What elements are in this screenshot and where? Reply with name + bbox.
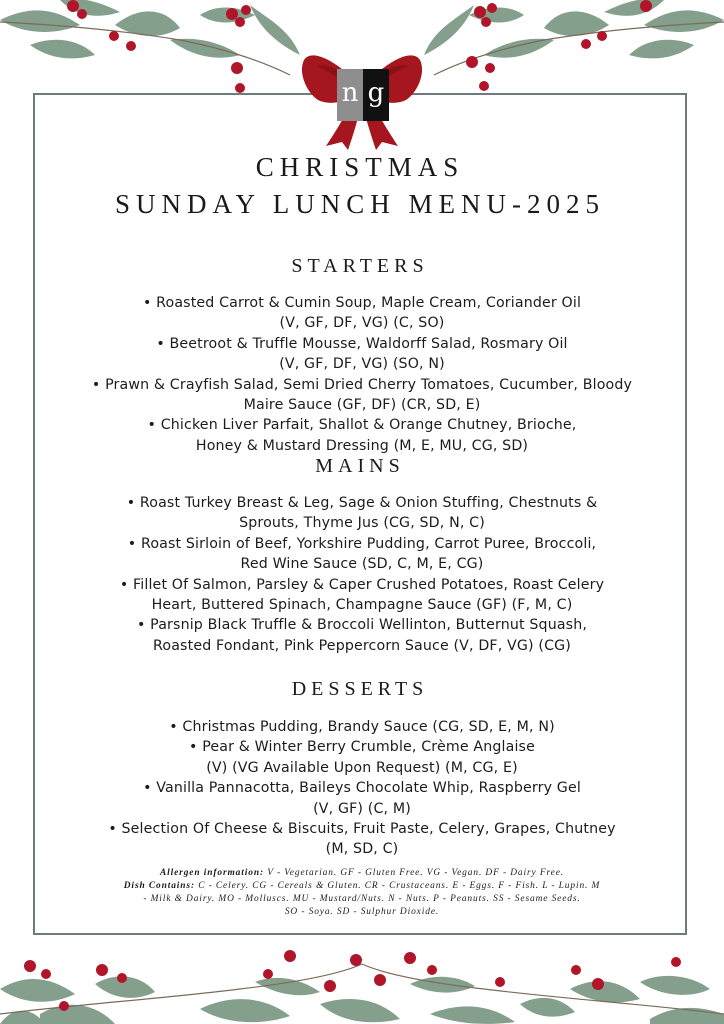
starters-list <box>50 293 674 456</box>
menu-line: (V, GF, DF, VG) (SO, N) <box>279 356 445 373</box>
allergen-information <box>60 867 664 919</box>
menu-line: Heart, Buttered Spinach, Champagne Sauce (GF) (F, M, C) <box>151 597 573 614</box>
menu-line: (V, GF, DF, VG) (C, SO) <box>279 315 445 332</box>
menu-line: • Pear & Winter Berry Crumble, Crème Anglaise <box>189 739 535 756</box>
menu-line: • Roasted Carrot & Cumin Soup, Maple Cream, Coriander Oil <box>142 295 582 311</box>
allergen-text: V - Vegetarian. GF - Gluten Free. VG - Vegan. DF - Dairy Free. <box>264 868 565 878</box>
dish-contains-line <box>60 880 664 893</box>
menu-line: • Prawn & Crayfish Salad, Semi Dried Cherry Tomatoes, Cucumber, Bloody <box>91 376 633 393</box>
desserts-heading: DESSERTS <box>291 678 429 700</box>
starters-heading: STARTERS <box>291 255 429 277</box>
menu-line: • Selection Of Cheese & Biscuits, Fruit Paste, Celery, Grapes, Chutney <box>108 821 616 838</box>
allergen-line-4: SO - Soya. SD - Sulphur Dioxide. <box>284 907 440 917</box>
dish-contains-text: C - Celery. CG - Cereals & Gluten. CR - Crustaceans. E - Eggs. F - Fish. L - Lupin. M <box>194 881 601 891</box>
menu-line: Honey & Mustard Dressing (M, E, MU, CG, SD) <box>195 437 529 454</box>
allergen-label: Allergen information: <box>159 868 265 878</box>
menu-line: Sprouts, Thyme Jus (CG, SD, N, C) <box>239 515 485 532</box>
dish-contains-label: Dish Contains: <box>123 881 195 891</box>
menu-line: • Roast Turkey Breast & Leg, Sage & Onion Stuffing, Chestnuts & <box>126 495 598 511</box>
logo-letter-n: n <box>337 69 363 121</box>
menu-line: • Christmas Pudding, Brandy Sauce (CG, SD, E, M, N) <box>169 719 555 735</box>
menu-line: Red Wine Sauce (SD, C, M, E, CG) <box>240 556 484 573</box>
menu-line: • Vanilla Pannacotta, Baileys Chocolate Whip, Raspberry Gel <box>143 780 581 797</box>
holly-decoration-bottom <box>0 944 724 1024</box>
menu-line: • Chicken Liver Parfait, Shallot & Orange Chutney, Brioche, <box>147 417 577 434</box>
menu-line: Roasted Fondant, Pink Peppercorn Sauce (V, DF, VG) (CG) <box>153 637 571 654</box>
menu-title-line1: CHRISTMAS <box>255 152 465 182</box>
allergen-line <box>60 867 664 880</box>
menu-line: • Fillet Of Salmon, Parsley & Caper Crushed Potatoes, Roast Celery <box>119 576 605 593</box>
menu-line: (V, GF) (C, M) <box>313 800 411 817</box>
menu-line: (V) (VG Available Upon Request) (M, CG, E) <box>206 759 518 776</box>
restaurant-logo <box>337 69 389 121</box>
menu-line: • Beetroot & Truffle Mousse, Waldorff Salad, Rosmary Oil <box>156 335 568 352</box>
logo-letter-g: g <box>363 69 389 121</box>
menu-line: Maire Sauce (GF, DF) (CR, SD, E) <box>243 397 481 414</box>
menu-title-line2: SUNDAY LUNCH MENU-2025 <box>114 189 605 219</box>
mains-list <box>50 493 674 656</box>
menu-line: • Parsnip Black Truffle & Broccoli Wellinton, Butternut Squash, <box>136 617 588 634</box>
desserts-list <box>50 717 674 860</box>
mains-heading: MAINS <box>315 455 405 477</box>
allergen-line-3: - Milk & Dairy. MO - Molluscs. MU - Mustard/Nuts. N - Nuts. P - Peanuts. SS - Sesame Seeds. <box>143 894 581 904</box>
menu-line: (M, SD, C) <box>325 841 399 858</box>
menu-line: • Roast Sirloin of Beef, Yorkshire Pudding, Carrot Puree, Broccoli, <box>127 535 597 552</box>
